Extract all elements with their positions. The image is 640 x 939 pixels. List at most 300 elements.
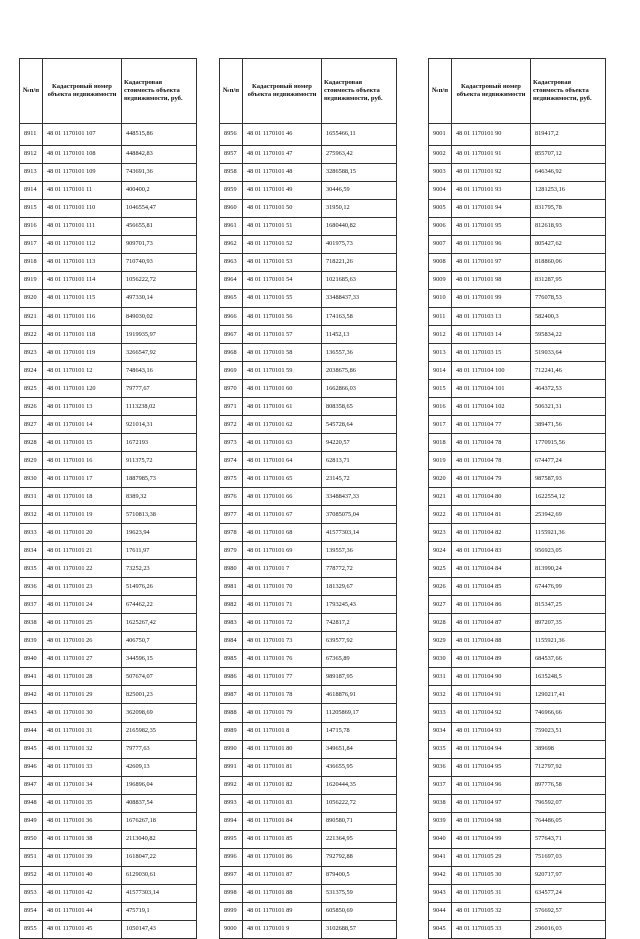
row-number-cell: 9020 bbox=[429, 470, 452, 488]
cadastral-value-cell: 1290217,41 bbox=[531, 686, 606, 704]
row-number-cell: 8974 bbox=[220, 452, 243, 470]
cadastral-value-cell: 813990,24 bbox=[531, 560, 606, 578]
row-number-cell: 8918 bbox=[20, 254, 43, 272]
table-row bbox=[429, 362, 606, 380]
table-row bbox=[20, 920, 197, 938]
table-row bbox=[20, 614, 197, 632]
row-number-cell: 9003 bbox=[429, 164, 452, 182]
cadastral-value-cell: 436655,95 bbox=[322, 758, 397, 776]
table-header-row bbox=[220, 59, 397, 124]
cadastral-value-cell: 831287,95 bbox=[531, 272, 606, 290]
row-number-cell: 8934 bbox=[20, 542, 43, 560]
row-number-cell: 8966 bbox=[220, 308, 243, 326]
cadastral-number-cell: 48 01 1170101 72 bbox=[243, 614, 322, 632]
cadastral-number-cell: 48 01 1170104 102 bbox=[452, 398, 531, 416]
cadastral-value-cell: 849030,02 bbox=[122, 308, 197, 326]
cadastral-number-cell: 48 01 1170101 113 bbox=[43, 254, 122, 272]
cadastral-value-cell: 577643,71 bbox=[531, 830, 606, 848]
table-row bbox=[20, 146, 197, 164]
row-number-cell: 8994 bbox=[220, 812, 243, 830]
cadastral-number-cell: 48 01 1170101 25 bbox=[43, 614, 122, 632]
cadastral-number-cell: 48 01 1170101 77 bbox=[243, 668, 322, 686]
cadastral-value-cell: 674477,24 bbox=[531, 452, 606, 470]
table-row bbox=[20, 326, 197, 344]
table-row bbox=[20, 578, 197, 596]
table-row bbox=[20, 830, 197, 848]
row-number-cell: 8970 bbox=[220, 380, 243, 398]
table-row bbox=[220, 920, 397, 938]
row-number-cell: 9031 bbox=[429, 668, 452, 686]
row-number-cell: 8935 bbox=[20, 560, 43, 578]
row-number-cell: 9014 bbox=[429, 362, 452, 380]
cadastral-value-cell: 1113238,02 bbox=[122, 398, 197, 416]
table-row bbox=[220, 686, 397, 704]
cadastral-value-cell: 4618876,91 bbox=[322, 686, 397, 704]
cadastral-value-cell: 448842,83 bbox=[122, 146, 197, 164]
cadastral-number-cell: 48 01 1170101 69 bbox=[243, 542, 322, 560]
cadastral-number-cell: 48 01 1170101 17 bbox=[43, 470, 122, 488]
row-number-cell: 8922 bbox=[20, 326, 43, 344]
table-row bbox=[20, 596, 197, 614]
table-row bbox=[220, 146, 397, 164]
cadastral-number-cell: 48 01 1170101 108 bbox=[43, 146, 122, 164]
row-number-cell: 8946 bbox=[20, 758, 43, 776]
table-row bbox=[220, 758, 397, 776]
cadastral-value-cell: 712241,46 bbox=[531, 362, 606, 380]
cadastral-value-cell: 1155921,36 bbox=[531, 632, 606, 650]
row-number-cell: 8961 bbox=[220, 218, 243, 236]
row-number-cell: 9034 bbox=[429, 722, 452, 740]
cadastral-number-cell: 48 01 1170101 32 bbox=[43, 740, 122, 758]
table-row bbox=[20, 380, 197, 398]
cadastral-value-cell: 746966,66 bbox=[531, 704, 606, 722]
row-number-cell: 9027 bbox=[429, 596, 452, 614]
row-number-cell: 8975 bbox=[220, 470, 243, 488]
header-cadastral-value: Кадастровая стоимость объекта недвижимости, руб. bbox=[322, 59, 397, 124]
row-number-cell: 9025 bbox=[429, 560, 452, 578]
row-number-cell: 9010 bbox=[429, 290, 452, 308]
row-number-cell: 8917 bbox=[20, 236, 43, 254]
cadastral-value-cell: 819417,2 bbox=[531, 124, 606, 146]
cadastral-value-cell: 674476,99 bbox=[531, 578, 606, 596]
cadastral-value-cell: 796592,07 bbox=[531, 794, 606, 812]
row-number-cell: 8999 bbox=[220, 902, 243, 920]
cadastral-number-cell: 48 01 1170101 110 bbox=[43, 200, 122, 218]
cadastral-table-3 bbox=[428, 58, 606, 939]
cadastral-number-cell: 48 01 1170101 68 bbox=[243, 524, 322, 542]
row-number-cell: 8987 bbox=[220, 686, 243, 704]
row-number-cell: 8973 bbox=[220, 434, 243, 452]
table-row bbox=[429, 290, 606, 308]
cadastral-value-cell: 41577303,14 bbox=[322, 524, 397, 542]
cadastral-value-cell: 921014,31 bbox=[122, 416, 197, 434]
cadastral-value-cell: 778772,72 bbox=[322, 560, 397, 578]
table-row bbox=[20, 124, 197, 146]
row-number-cell: 8936 bbox=[20, 578, 43, 596]
row-number-cell: 9045 bbox=[429, 920, 452, 938]
row-number-cell: 9022 bbox=[429, 506, 452, 524]
row-number-cell: 8972 bbox=[220, 416, 243, 434]
table-row bbox=[429, 398, 606, 416]
table-row bbox=[429, 920, 606, 938]
cadastral-number-cell: 48 01 1170101 61 bbox=[243, 398, 322, 416]
cadastral-value-cell: 639577,92 bbox=[322, 632, 397, 650]
cadastral-number-cell: 48 01 1170103 14 bbox=[452, 326, 531, 344]
table-row bbox=[20, 650, 197, 668]
cadastral-value-cell: 1793245,43 bbox=[322, 596, 397, 614]
cadastral-value-cell: 506321,31 bbox=[531, 398, 606, 416]
cadastral-value-cell: 31950,12 bbox=[322, 200, 397, 218]
table-row bbox=[20, 848, 197, 866]
cadastral-value-cell: 73252,23 bbox=[122, 560, 197, 578]
cadastral-number-cell: 48 01 1170104 100 bbox=[452, 362, 531, 380]
table-row bbox=[20, 740, 197, 758]
cadastral-number-cell: 48 01 1170104 79 bbox=[452, 470, 531, 488]
cadastral-value-cell: 743691,36 bbox=[122, 164, 197, 182]
row-number-cell: 8944 bbox=[20, 722, 43, 740]
cadastral-value-cell: 514976,26 bbox=[122, 578, 197, 596]
cadastral-number-cell: 48 01 1170101 53 bbox=[243, 254, 322, 272]
cadastral-value-cell: 646346,92 bbox=[531, 164, 606, 182]
table-row bbox=[220, 776, 397, 794]
cadastral-value-cell: 196896,04 bbox=[122, 776, 197, 794]
row-number-cell: 8956 bbox=[220, 124, 243, 146]
row-number-cell: 8990 bbox=[220, 740, 243, 758]
cadastral-number-cell: 48 01 1170104 84 bbox=[452, 560, 531, 578]
table-row bbox=[220, 236, 397, 254]
cadastral-number-cell: 48 01 1170101 51 bbox=[243, 218, 322, 236]
table-row bbox=[20, 524, 197, 542]
row-number-cell: 9016 bbox=[429, 398, 452, 416]
table-row bbox=[429, 452, 606, 470]
cadastral-number-cell: 48 01 1170101 99 bbox=[452, 290, 531, 308]
row-number-cell: 9017 bbox=[429, 416, 452, 434]
table-row bbox=[20, 308, 197, 326]
cadastral-number-cell: 48 01 1170101 8 bbox=[243, 722, 322, 740]
table-row bbox=[429, 542, 606, 560]
cadastral-number-cell: 48 01 1170105 33 bbox=[452, 920, 531, 938]
cadastral-value-cell: 79777,63 bbox=[122, 740, 197, 758]
table-row bbox=[220, 290, 397, 308]
row-number-cell: 8932 bbox=[20, 506, 43, 524]
cadastral-value-cell: 595834,22 bbox=[531, 326, 606, 344]
cadastral-value-cell: 400400,2 bbox=[122, 182, 197, 200]
cadastral-number-cell: 48 01 1170101 7 bbox=[243, 560, 322, 578]
row-number-cell: 9037 bbox=[429, 776, 452, 794]
row-number-cell: 8942 bbox=[20, 686, 43, 704]
table-row bbox=[220, 794, 397, 812]
cadastral-value-cell: 275963,42 bbox=[322, 146, 397, 164]
cadastral-number-cell: 48 01 1170101 81 bbox=[243, 758, 322, 776]
cadastral-value-cell: 1050147,43 bbox=[122, 920, 197, 938]
table-row bbox=[429, 272, 606, 290]
row-number-cell: 9024 bbox=[429, 542, 452, 560]
table-row bbox=[429, 416, 606, 434]
cadastral-number-cell: 48 01 1170101 64 bbox=[243, 452, 322, 470]
row-number-cell: 8955 bbox=[20, 920, 43, 938]
row-number-cell: 8998 bbox=[220, 884, 243, 902]
table-row bbox=[20, 488, 197, 506]
row-number-cell: 9028 bbox=[429, 614, 452, 632]
table-row bbox=[429, 380, 606, 398]
cadastral-value-cell: 989187,95 bbox=[322, 668, 397, 686]
cadastral-number-cell: 48 01 1170101 9 bbox=[243, 920, 322, 938]
cadastral-number-cell: 48 01 1170101 114 bbox=[43, 272, 122, 290]
cadastral-number-cell: 48 01 1170101 34 bbox=[43, 776, 122, 794]
cadastral-number-cell: 48 01 1170101 65 bbox=[243, 470, 322, 488]
cadastral-value-cell: 19623,94 bbox=[122, 524, 197, 542]
row-number-cell: 8921 bbox=[20, 308, 43, 326]
cadastral-value-cell: 1281253,16 bbox=[531, 182, 606, 200]
table-row bbox=[220, 488, 397, 506]
table-row bbox=[220, 578, 397, 596]
table-row bbox=[220, 560, 397, 578]
table-row bbox=[429, 506, 606, 524]
row-number-cell: 9036 bbox=[429, 758, 452, 776]
row-number-cell: 8991 bbox=[220, 758, 243, 776]
cadastral-value-cell: 296016,03 bbox=[531, 920, 606, 938]
cadastral-number-cell: 48 01 1170105 32 bbox=[452, 902, 531, 920]
table-row bbox=[20, 344, 197, 362]
row-number-cell: 8978 bbox=[220, 524, 243, 542]
cadastral-value-cell: 11452,13 bbox=[322, 326, 397, 344]
table-row bbox=[20, 668, 197, 686]
row-number-cell: 9013 bbox=[429, 344, 452, 362]
table-row bbox=[220, 124, 397, 146]
table-row bbox=[429, 848, 606, 866]
table-row bbox=[429, 326, 606, 344]
cadastral-number-cell: 48 01 1170101 58 bbox=[243, 344, 322, 362]
cadastral-value-cell: 805427,62 bbox=[531, 236, 606, 254]
row-number-cell: 8952 bbox=[20, 866, 43, 884]
row-number-cell: 8982 bbox=[220, 596, 243, 614]
table-row bbox=[220, 866, 397, 884]
cadastral-number-cell: 48 01 1170104 90 bbox=[452, 668, 531, 686]
cadastral-value-cell: 17611,97 bbox=[122, 542, 197, 560]
cadastral-value-cell: 1655466,11 bbox=[322, 124, 397, 146]
cadastral-number-cell: 48 01 1170104 78 bbox=[452, 434, 531, 452]
cadastral-table-2 bbox=[219, 58, 397, 939]
cadastral-value-cell: 911375,72 bbox=[122, 452, 197, 470]
cadastral-value-cell: 956923,05 bbox=[531, 542, 606, 560]
cadastral-number-cell: 48 01 1170101 55 bbox=[243, 290, 322, 308]
row-number-cell: 9018 bbox=[429, 434, 452, 452]
row-number-cell: 8968 bbox=[220, 344, 243, 362]
row-number-cell: 8958 bbox=[220, 164, 243, 182]
header-cadastral-value: Кадастровая стоимость объекта недвижимости, руб. bbox=[122, 59, 197, 124]
row-number-cell: 9002 bbox=[429, 146, 452, 164]
cadastral-number-cell: 48 01 1170104 94 bbox=[452, 740, 531, 758]
cadastral-number-cell: 48 01 1170101 70 bbox=[243, 578, 322, 596]
table-header-row bbox=[20, 59, 197, 124]
row-number-cell: 9000 bbox=[220, 920, 243, 938]
header-num: №п/п bbox=[220, 59, 243, 124]
cadastral-value-cell: 2165982,35 bbox=[122, 722, 197, 740]
cadastral-number-cell: 48 01 1170101 83 bbox=[243, 794, 322, 812]
cadastral-value-cell: 1618047,22 bbox=[122, 848, 197, 866]
cadastral-number-cell: 48 01 1170101 14 bbox=[43, 416, 122, 434]
row-number-cell: 9040 bbox=[429, 830, 452, 848]
row-number-cell: 9007 bbox=[429, 236, 452, 254]
cadastral-value-cell: 62813,71 bbox=[322, 452, 397, 470]
cadastral-number-cell: 48 01 1170101 31 bbox=[43, 722, 122, 740]
cadastral-number-cell: 48 01 1170101 90 bbox=[452, 124, 531, 146]
cadastral-number-cell: 48 01 1170101 48 bbox=[243, 164, 322, 182]
cadastral-number-cell: 48 01 1170101 46 bbox=[243, 124, 322, 146]
cadastral-value-cell: 1625267,42 bbox=[122, 614, 197, 632]
cadastral-number-cell: 48 01 1170104 93 bbox=[452, 722, 531, 740]
table-row bbox=[20, 272, 197, 290]
cadastral-number-cell: 48 01 1170101 20 bbox=[43, 524, 122, 542]
cadastral-value-cell: 890580,71 bbox=[322, 812, 397, 830]
table-row bbox=[429, 776, 606, 794]
table-row bbox=[429, 200, 606, 218]
table-row bbox=[429, 124, 606, 146]
table-row bbox=[220, 326, 397, 344]
cadastral-value-cell: 808358,65 bbox=[322, 398, 397, 416]
cadastral-number-cell: 48 01 1170101 52 bbox=[243, 236, 322, 254]
row-number-cell: 9029 bbox=[429, 632, 452, 650]
row-number-cell: 8993 bbox=[220, 794, 243, 812]
cadastral-number-cell: 48 01 1170104 86 bbox=[452, 596, 531, 614]
cadastral-number-cell: 48 01 1170101 33 bbox=[43, 758, 122, 776]
cadastral-value-cell: 362098,69 bbox=[122, 704, 197, 722]
cadastral-number-cell: 48 01 1170101 49 bbox=[243, 182, 322, 200]
cadastral-value-cell: 1056222,72 bbox=[122, 272, 197, 290]
cadastral-value-cell: 812618,93 bbox=[531, 218, 606, 236]
cadastral-value-cell: 3102688,57 bbox=[322, 920, 397, 938]
cadastral-number-cell: 48 01 1170101 24 bbox=[43, 596, 122, 614]
cadastral-number-cell: 48 01 1170101 115 bbox=[43, 290, 122, 308]
table-row bbox=[220, 344, 397, 362]
cadastral-number-cell: 48 01 1170101 15 bbox=[43, 434, 122, 452]
cadastral-number-cell: 48 01 1170101 19 bbox=[43, 506, 122, 524]
cadastral-number-cell: 48 01 1170103 15 bbox=[452, 344, 531, 362]
cadastral-number-cell: 48 01 1170101 118 bbox=[43, 326, 122, 344]
row-number-cell: 8929 bbox=[20, 452, 43, 470]
table-row bbox=[429, 254, 606, 272]
table-row bbox=[429, 668, 606, 686]
table-row bbox=[220, 308, 397, 326]
table-row bbox=[429, 488, 606, 506]
cadastral-number-cell: 48 01 1170101 22 bbox=[43, 560, 122, 578]
table-row bbox=[429, 740, 606, 758]
cadastral-number-cell: 48 01 1170101 11 bbox=[43, 182, 122, 200]
cadastral-number-cell: 48 01 1170101 84 bbox=[243, 812, 322, 830]
cadastral-number-cell: 48 01 1170101 18 bbox=[43, 488, 122, 506]
cadastral-value-cell: 5710813,38 bbox=[122, 506, 197, 524]
cadastral-number-cell: 48 01 1170105 31 bbox=[452, 884, 531, 902]
cadastral-value-cell: 920717,97 bbox=[531, 866, 606, 884]
cadastral-value-cell: 8389,32 bbox=[122, 488, 197, 506]
row-number-cell: 8920 bbox=[20, 290, 43, 308]
table-row bbox=[20, 164, 197, 182]
cadastral-number-cell: 48 01 1170101 96 bbox=[452, 236, 531, 254]
table-row bbox=[220, 632, 397, 650]
table-row bbox=[429, 236, 606, 254]
cadastral-value-cell: 3266547,92 bbox=[122, 344, 197, 362]
cadastral-number-cell: 48 01 1170101 112 bbox=[43, 236, 122, 254]
cadastral-number-cell: 48 01 1170101 80 bbox=[243, 740, 322, 758]
row-number-cell: 8914 bbox=[20, 182, 43, 200]
table-row bbox=[429, 596, 606, 614]
cadastral-number-cell: 48 01 1170101 95 bbox=[452, 218, 531, 236]
row-number-cell: 9043 bbox=[429, 884, 452, 902]
table-row bbox=[220, 614, 397, 632]
cadastral-number-cell: 48 01 1170101 71 bbox=[243, 596, 322, 614]
cadastral-value-cell: 831795,78 bbox=[531, 200, 606, 218]
cadastral-value-cell: 1770915,56 bbox=[531, 434, 606, 452]
row-number-cell: 8962 bbox=[220, 236, 243, 254]
table-row bbox=[220, 884, 397, 902]
row-number-cell: 8937 bbox=[20, 596, 43, 614]
cadastral-number-cell: 48 01 1170101 23 bbox=[43, 578, 122, 596]
row-number-cell: 8939 bbox=[20, 632, 43, 650]
cadastral-value-cell: 67365,89 bbox=[322, 650, 397, 668]
table-row bbox=[220, 380, 397, 398]
row-number-cell: 8971 bbox=[220, 398, 243, 416]
cadastral-number-cell: 48 01 1170101 109 bbox=[43, 164, 122, 182]
row-number-cell: 8926 bbox=[20, 398, 43, 416]
header-num: №п/п bbox=[429, 59, 452, 124]
cadastral-number-cell: 48 01 1170104 97 bbox=[452, 794, 531, 812]
cadastral-number-cell: 48 01 1170101 21 bbox=[43, 542, 122, 560]
row-number-cell: 8913 bbox=[20, 164, 43, 182]
table-row bbox=[220, 524, 397, 542]
cadastral-value-cell: 42609,13 bbox=[122, 758, 197, 776]
cadastral-value-cell: 1676267,18 bbox=[122, 812, 197, 830]
row-number-cell: 8912 bbox=[20, 146, 43, 164]
cadastral-value-cell: 897207,35 bbox=[531, 614, 606, 632]
cadastral-number-cell: 48 01 1170101 38 bbox=[43, 830, 122, 848]
cadastral-number-cell: 48 01 1170101 12 bbox=[43, 362, 122, 380]
cadastral-number-cell: 48 01 1170101 93 bbox=[452, 182, 531, 200]
cadastral-number-cell: 48 01 1170101 40 bbox=[43, 866, 122, 884]
cadastral-value-cell: 718221,26 bbox=[322, 254, 397, 272]
table-row bbox=[429, 470, 606, 488]
cadastral-value-cell: 389698 bbox=[531, 740, 606, 758]
cadastral-value-cell: 1919935,97 bbox=[122, 326, 197, 344]
table-row bbox=[220, 254, 397, 272]
row-number-cell: 8933 bbox=[20, 524, 43, 542]
table-row bbox=[220, 164, 397, 182]
cadastral-number-cell: 48 01 1170105 29 bbox=[452, 848, 531, 866]
row-number-cell: 9001 bbox=[429, 124, 452, 146]
table-row bbox=[429, 704, 606, 722]
row-number-cell: 8923 bbox=[20, 344, 43, 362]
cadastral-number-cell: 48 01 1170101 107 bbox=[43, 124, 122, 146]
cadastral-value-cell: 759023,51 bbox=[531, 722, 606, 740]
cadastral-value-cell: 33488437,33 bbox=[322, 290, 397, 308]
cadastral-value-cell: 23145,72 bbox=[322, 470, 397, 488]
table-row bbox=[429, 794, 606, 812]
table-row bbox=[220, 362, 397, 380]
row-number-cell: 8950 bbox=[20, 830, 43, 848]
cadastral-value-cell: 1887985,73 bbox=[122, 470, 197, 488]
table-row bbox=[220, 704, 397, 722]
table-row bbox=[429, 812, 606, 830]
row-number-cell: 9030 bbox=[429, 650, 452, 668]
row-number-cell: 8996 bbox=[220, 848, 243, 866]
table-row bbox=[20, 866, 197, 884]
cadastral-number-cell: 48 01 1170101 56 bbox=[243, 308, 322, 326]
row-number-cell: 9035 bbox=[429, 740, 452, 758]
cadastral-value-cell: 712797,92 bbox=[531, 758, 606, 776]
table-row bbox=[20, 254, 197, 272]
table-row bbox=[429, 182, 606, 200]
cadastral-number-cell: 48 01 1170101 78 bbox=[243, 686, 322, 704]
row-number-cell: 8963 bbox=[220, 254, 243, 272]
